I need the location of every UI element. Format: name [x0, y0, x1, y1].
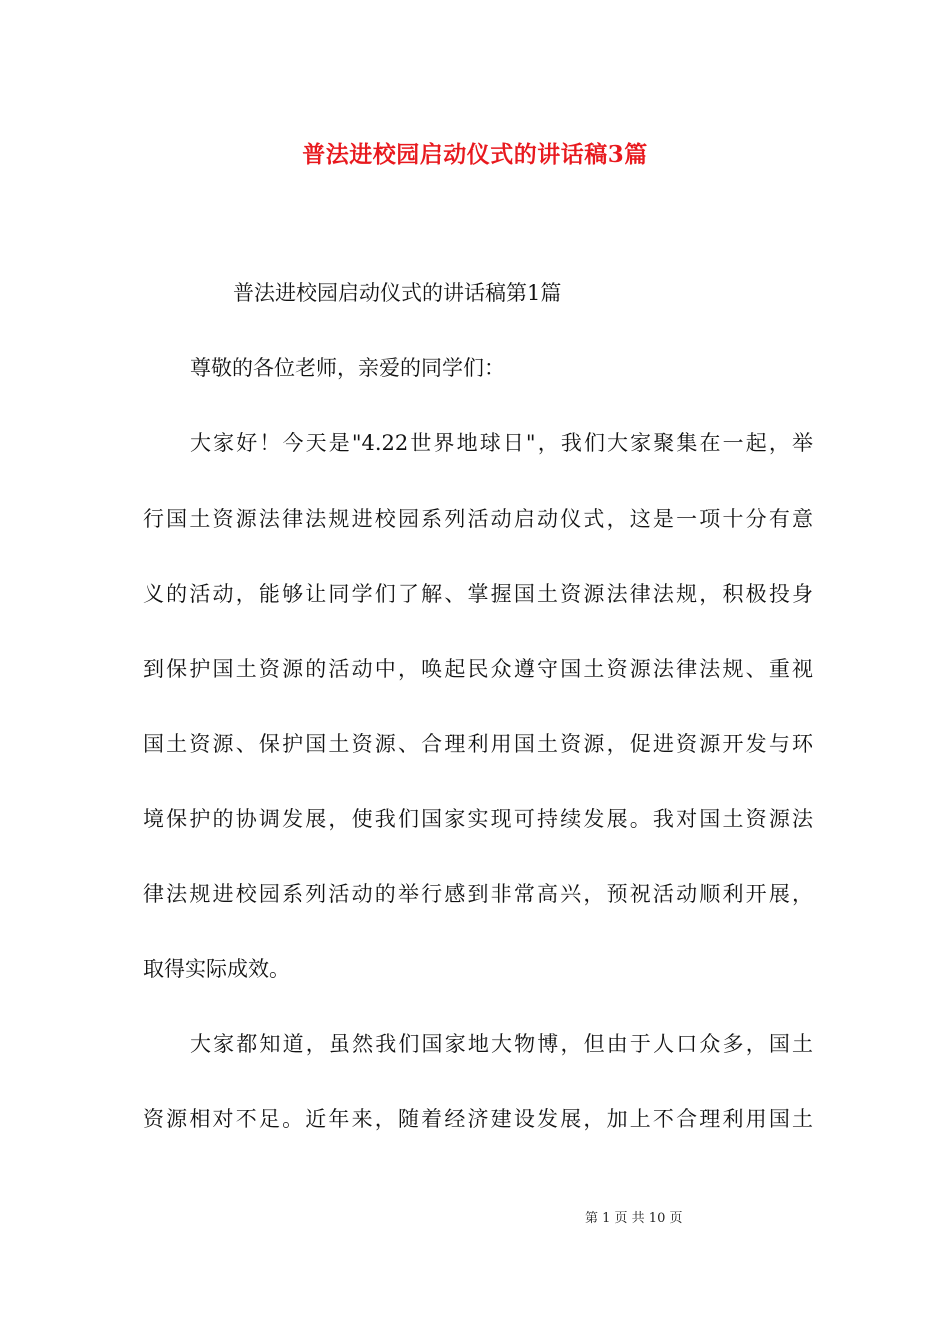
body-line: 律法规进校园系列活动的举行感到非常高兴，预祝活动顺利开展， — [143, 882, 813, 906]
section-heading: 普法进校园启动仪式的讲话稿第1篇 — [233, 281, 562, 305]
body-line: 行国土资源法律法规进校园系列活动启动仪式，这是一项十分有意 — [143, 507, 813, 531]
body-line: 取得实际成效。 — [143, 957, 290, 981]
body-line: 资源相对不足。近年来，随着经济建设发展，加上不合理利用国土 — [143, 1107, 813, 1131]
body-line: 义的活动，能够让同学们了解、掌握国土资源法律法规，积极投身 — [143, 582, 813, 606]
body-line: 国土资源、保护国土资源、合理利用国土资源，促进资源开发与环 — [143, 732, 813, 756]
body-line: 境保护的协调发展，使我们国家实现可持续发展。我对国土资源法 — [143, 807, 813, 831]
page-number-footer: 第 1 页 共 10 页 — [585, 1211, 683, 1226]
salutation: 尊敬的各位老师，亲爱的同学们： — [190, 356, 505, 380]
body-line: 大家好！今天是"4.22世界地球日"，我们大家聚集在一起，举 — [190, 431, 813, 455]
body-line: 大家都知道，虽然我们国家地大物博，但由于人口众多，国土 — [190, 1032, 813, 1056]
body-line: 到保护国土资源的活动中，唤起民众遵守国土资源法律法规、重视 — [143, 657, 813, 681]
document-title: 普法进校园启动仪式的讲话稿3篇 — [302, 141, 648, 168]
